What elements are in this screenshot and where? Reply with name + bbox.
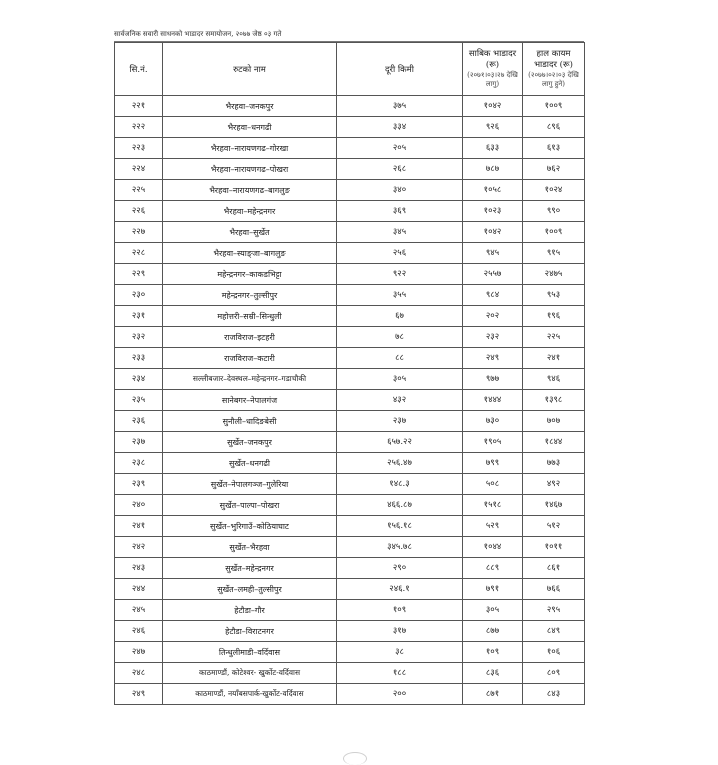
cell-sn: २४४ <box>115 579 163 600</box>
table-row <box>115 159 585 180</box>
cell-old-fare: १०४२ <box>463 96 523 117</box>
cell-distance: १८८ <box>337 663 463 684</box>
column-header-new-fare <box>523 43 585 96</box>
cell-route: भैरहवा–नारायणगढ–बागलुङ <box>163 180 337 201</box>
cell-new-fare: ६१३ <box>523 138 585 159</box>
old-fare-label: साबिक भाडादर <box>468 49 517 59</box>
cell-new-fare: १०२४ <box>523 180 585 201</box>
cell-route: भैरहवा–जनकपुर <box>163 96 337 117</box>
cell-route: सुर्खेत–धनगढी <box>163 453 337 474</box>
cell-distance: ३४५.७८ <box>337 537 463 558</box>
cell-sn: २४० <box>115 495 163 516</box>
cell-old-fare: ९४५ <box>463 243 523 264</box>
cell-route: भैरहवा–नारायणगढ–पोखरा <box>163 159 337 180</box>
cell-new-fare: १३९८ <box>523 390 585 411</box>
cell-distance: ३६९ <box>337 201 463 222</box>
table-row <box>115 369 585 390</box>
cell-sn: २२८ <box>115 243 163 264</box>
table-row <box>115 663 585 684</box>
cell-distance: ६७ <box>337 306 463 327</box>
fare-table <box>114 42 585 705</box>
cell-route: भैरहवा–धनगढी <box>163 117 337 138</box>
cell-new-fare: ९५३ <box>523 285 585 306</box>
cell-old-fare: ९२६ <box>463 117 523 138</box>
new-fare-note: (२०७७।०२।०३ देखि लागु हुने) <box>528 71 579 88</box>
table-row <box>115 432 585 453</box>
table-row <box>115 117 585 138</box>
table-header-row <box>115 43 585 96</box>
cell-route: सुर्खेत–भैरहवा <box>163 537 337 558</box>
cell-route: भैरहवा–सुर्खेत <box>163 222 337 243</box>
cell-distance: ३७५ <box>337 96 463 117</box>
table-row <box>115 348 585 369</box>
cell-new-fare: ९९० <box>523 201 585 222</box>
cell-distance: ८८ <box>337 348 463 369</box>
cell-new-fare: १८४४ <box>523 432 585 453</box>
cell-old-fare: ५२९ <box>463 516 523 537</box>
cell-sn: २४८ <box>115 663 163 684</box>
cell-route: हेटौडा–विराटनगर <box>163 621 337 642</box>
cell-sn: २२९ <box>115 264 163 285</box>
column-header-sn <box>115 43 163 96</box>
cell-route: राजविराज–इटहरी <box>163 327 337 348</box>
cell-distance: २५६.४७ <box>337 453 463 474</box>
cell-sn: २२६ <box>115 201 163 222</box>
table-row <box>115 558 585 579</box>
table-row <box>115 201 585 222</box>
cell-distance: ३१७ <box>337 621 463 642</box>
column-header-route-label: रुटको नाम <box>233 64 266 75</box>
cell-new-fare: १००९ <box>523 222 585 243</box>
cell-route: भैरहवा–स्याङ्जा–बागलुङ <box>163 243 337 264</box>
cell-sn: २३१ <box>115 306 163 327</box>
column-header-old-fare <box>463 43 523 96</box>
cell-route: सुर्खेत–जनकपुर <box>163 432 337 453</box>
cell-new-fare: १९६ <box>523 306 585 327</box>
old-fare-unit: (रू) <box>485 60 500 70</box>
cell-new-fare: ८४३ <box>523 684 585 705</box>
cell-old-fare: ७३० <box>463 411 523 432</box>
cell-old-fare: १०४२ <box>463 222 523 243</box>
cell-sn: २३३ <box>115 348 163 369</box>
table-row <box>115 642 585 663</box>
cell-new-fare: २२५ <box>523 327 585 348</box>
cell-old-fare: १०५८ <box>463 180 523 201</box>
cell-sn: २४१ <box>115 516 163 537</box>
cell-new-fare: ४९२ <box>523 474 585 495</box>
cell-distance: १०९ <box>337 600 463 621</box>
cell-new-fare: ८४९ <box>523 621 585 642</box>
cell-sn: २४६ <box>115 621 163 642</box>
cell-distance: ४६६.८७ <box>337 495 463 516</box>
cell-sn: २३४ <box>115 369 163 390</box>
cell-route: तिन्धुलीमाडी–वर्दिवास <box>163 642 337 663</box>
cell-sn: २४७ <box>115 642 163 663</box>
table-row <box>115 516 585 537</box>
fare-table-body <box>115 96 585 705</box>
cell-new-fare: १०६ <box>523 642 585 663</box>
column-header-sn-label: सि.नं. <box>129 64 148 75</box>
cell-new-fare: ७६२ <box>523 159 585 180</box>
cell-distance: २९० <box>337 558 463 579</box>
cell-distance: ४३२ <box>337 390 463 411</box>
cell-new-fare: १०११ <box>523 537 585 558</box>
table-row <box>115 243 585 264</box>
cell-old-fare: ७९९ <box>463 453 523 474</box>
cell-old-fare: ८३६ <box>463 663 523 684</box>
column-header-route <box>163 43 337 96</box>
cell-old-fare: १०२३ <box>463 201 523 222</box>
cell-new-fare: ८९६ <box>523 117 585 138</box>
cell-old-fare: ५०८ <box>463 474 523 495</box>
cell-sn: २२४ <box>115 159 163 180</box>
cell-sn: २२७ <box>115 222 163 243</box>
cell-old-fare: ८७१ <box>463 684 523 705</box>
cell-route: राजविराज–कटारी <box>163 348 337 369</box>
cell-distance: ३८ <box>337 642 463 663</box>
cell-distance: ३३४ <box>337 117 463 138</box>
cell-route: महेन्द्रनगर–काकडभिट्टा <box>163 264 337 285</box>
page-header-title: सार्वजनिक सवारी साधनको भाडादर समायोजन, २०७७ जेष्ठ ०३ गते <box>114 30 282 38</box>
column-header-distance-label: दूरी किमी <box>385 64 414 75</box>
cell-old-fare: ३०५ <box>463 600 523 621</box>
table-row <box>115 180 585 201</box>
cell-distance: २५६ <box>337 243 463 264</box>
cell-sn: २३२ <box>115 327 163 348</box>
table-row <box>115 222 585 243</box>
cell-sn: २४३ <box>115 558 163 579</box>
cell-new-fare: २४७५ <box>523 264 585 285</box>
cell-route: सुर्खेत–पाल्पा–पोखरा <box>163 495 337 516</box>
cell-old-fare: ७९१ <box>463 579 523 600</box>
seal-stamp-fragment <box>343 752 367 765</box>
cell-route: सल्लीबजार–देवस्थल–महेन्द्रनगर–गडाचौकी <box>163 369 337 390</box>
cell-old-fare: १९०५ <box>463 432 523 453</box>
table-row <box>115 327 585 348</box>
table-row <box>115 579 585 600</box>
table-row <box>115 285 585 306</box>
cell-sn: २४५ <box>115 600 163 621</box>
cell-distance: २४६.१ <box>337 579 463 600</box>
cell-old-fare: २५५७ <box>463 264 523 285</box>
cell-distance: २६८ <box>337 159 463 180</box>
cell-distance: १५६.१८ <box>337 516 463 537</box>
cell-route: महेन्द्रनगर–तुल्सीपुर <box>163 285 337 306</box>
cell-distance: ९२२ <box>337 264 463 285</box>
cell-new-fare: ७६६ <box>523 579 585 600</box>
cell-route: हेटौडा–गौर <box>163 600 337 621</box>
cell-sn: २४९ <box>115 684 163 705</box>
table-row <box>115 453 585 474</box>
cell-new-fare: ८०९ <box>523 663 585 684</box>
cell-route: महोत्तरी–सम्री–सिन्धुली <box>163 306 337 327</box>
cell-sn: २३९ <box>115 474 163 495</box>
cell-new-fare: २४१ <box>523 348 585 369</box>
table-row <box>115 96 585 117</box>
cell-distance: १४८.३ <box>337 474 463 495</box>
cell-distance: २०० <box>337 684 463 705</box>
table-row <box>115 537 585 558</box>
cell-old-fare: ७८७ <box>463 159 523 180</box>
cell-old-fare: ६३३ <box>463 138 523 159</box>
cell-new-fare: ९४६ <box>523 369 585 390</box>
cell-new-fare: ९१५ <box>523 243 585 264</box>
cell-old-fare: १०४४ <box>463 537 523 558</box>
cell-route: सुर्खेत–नेपालगञ्ज–गुलेरिया <box>163 474 337 495</box>
table-row <box>115 600 585 621</box>
cell-old-fare: ९७७ <box>463 369 523 390</box>
table-row <box>115 138 585 159</box>
cell-distance: ७८ <box>337 327 463 348</box>
cell-new-fare: ८६१ <box>523 558 585 579</box>
cell-old-fare: १०९ <box>463 642 523 663</box>
table-row <box>115 684 585 705</box>
cell-old-fare: २३२ <box>463 327 523 348</box>
table-row <box>115 474 585 495</box>
cell-new-fare: १००९ <box>523 96 585 117</box>
cell-route: भैरहवा–महेन्द्रनगर <box>163 201 337 222</box>
cell-distance: ३४५ <box>337 222 463 243</box>
cell-sn: २३८ <box>115 453 163 474</box>
cell-distance: २०५ <box>337 138 463 159</box>
cell-distance: ३०५ <box>337 369 463 390</box>
cell-old-fare: ८८९ <box>463 558 523 579</box>
table-row <box>115 621 585 642</box>
cell-sn: २३० <box>115 285 163 306</box>
cell-route: सानेबगर–नेपालगंज <box>163 390 337 411</box>
cell-distance: ६५७.२२ <box>337 432 463 453</box>
new-fare-unit: भाडादर (रू) <box>534 60 573 70</box>
cell-new-fare: १४६७ <box>523 495 585 516</box>
cell-distance: ३५५ <box>337 285 463 306</box>
table-row <box>115 264 585 285</box>
cell-sn: २३५ <box>115 390 163 411</box>
old-fare-note: (२०७१।०३।२७ देखि लागु) <box>467 71 518 88</box>
cell-sn: २२३ <box>115 138 163 159</box>
table-row <box>115 411 585 432</box>
cell-old-fare: ८७७ <box>463 621 523 642</box>
table-row <box>115 306 585 327</box>
cell-sn: २२१ <box>115 96 163 117</box>
cell-route: सुर्खेत–महेन्द्रनगर <box>163 558 337 579</box>
cell-new-fare: २९५ <box>523 600 585 621</box>
table-row <box>115 495 585 516</box>
cell-new-fare: ७०७ <box>523 411 585 432</box>
cell-sn: २२५ <box>115 180 163 201</box>
cell-route: सुनौली–धादिङबेसी <box>163 411 337 432</box>
cell-route: काठमाण्डौं, कोटेश्वर- खुर्कोट-वर्दिवास <box>163 663 337 684</box>
cell-route: सुर्खेत–लमही–तुल्सीपुर <box>163 579 337 600</box>
cell-route: सुर्खेत–भुरिगाउँ–कोठियाघाट <box>163 516 337 537</box>
cell-new-fare: ७७३ <box>523 453 585 474</box>
cell-new-fare: ५१२ <box>523 516 585 537</box>
column-header-distance <box>337 43 463 96</box>
cell-sn: २३७ <box>115 432 163 453</box>
cell-distance: २३७ <box>337 411 463 432</box>
new-fare-label: हाल कायम <box>536 49 571 59</box>
cell-route: भैरहवा–नारायणगढ–गोरखा <box>163 138 337 159</box>
cell-sn: २३६ <box>115 411 163 432</box>
cell-old-fare: २०२ <box>463 306 523 327</box>
table-row <box>115 390 585 411</box>
cell-old-fare: १५१८ <box>463 495 523 516</box>
cell-route: काठमाण्डौं, नयाँबसपार्क-खुर्कोट-वर्दिवास <box>163 684 337 705</box>
cell-old-fare: १४४४ <box>463 390 523 411</box>
cell-distance: ३४० <box>337 180 463 201</box>
cell-sn: २४२ <box>115 537 163 558</box>
cell-old-fare: ९८४ <box>463 285 523 306</box>
cell-sn: २२२ <box>115 117 163 138</box>
cell-old-fare: २४९ <box>463 348 523 369</box>
